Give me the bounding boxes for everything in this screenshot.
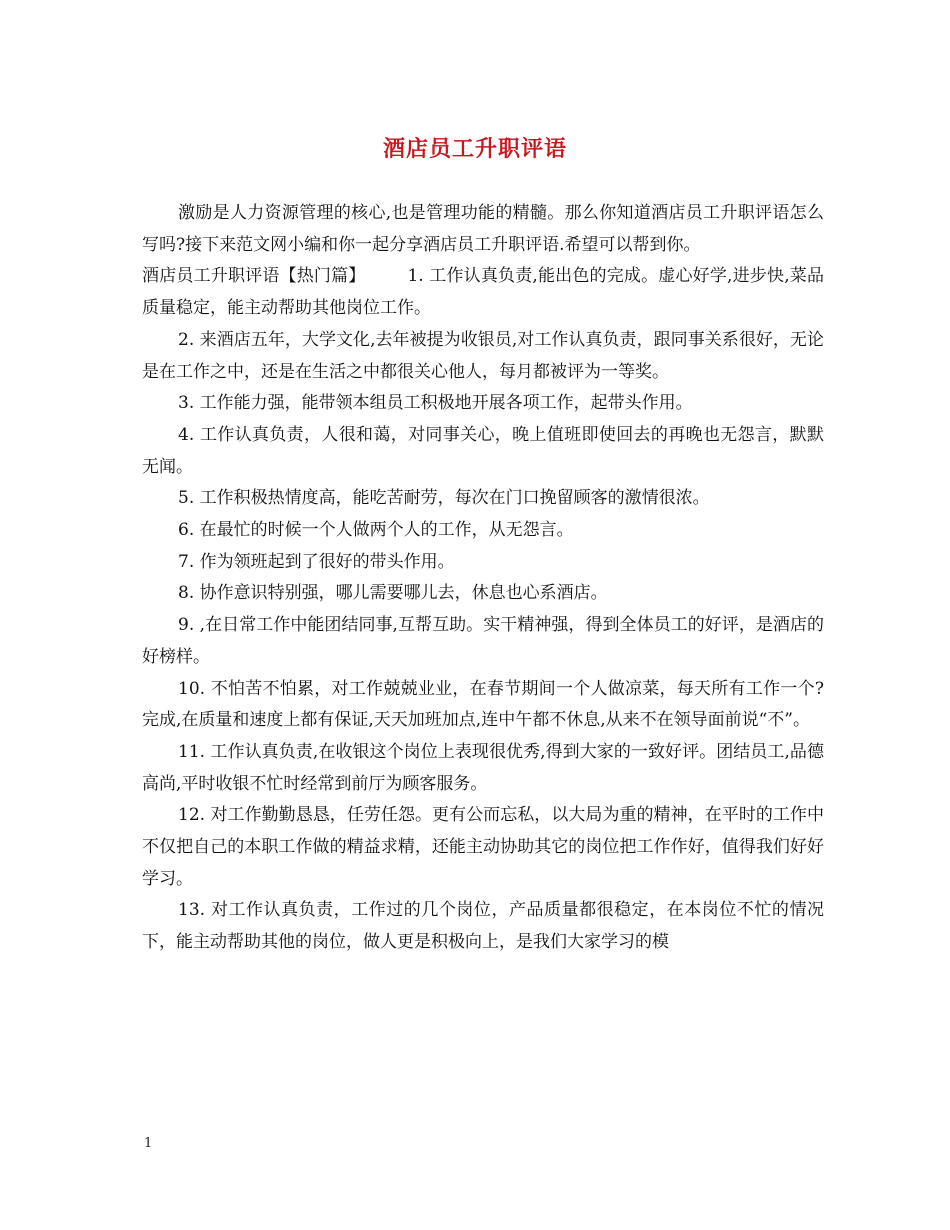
section-heading: 酒店员工升职评语【热门篇】 bbox=[142, 266, 366, 287]
list-item: 9. ,在日常工作中能团结同事,互帮互助。实干精神强，得到全体员工的好评，是酒店的好榜样。 bbox=[142, 615, 824, 667]
list-item: 8. 协作意识特别强，哪儿需要哪儿去，休息也心系酒店。 bbox=[178, 583, 608, 604]
list-item: 5. 工作积极热情度高，能吃苦耐劳，每次在门口挽留顾客的激情很浓。 bbox=[178, 488, 710, 509]
list-item: 2. 来酒店五年，大学文化,去年被提为收银员,对工作认真负责，跟同事关系很好，无论是在工作之中，还是在生活之中都很关心他人，每月都被评为一等奖。 bbox=[142, 329, 824, 382]
intro-paragraph: 激励是人力资源管理的核心,也是管理功能的精髓。那么你知道酒店员工升职评语怎么写吗?接下来范文网小编和你一起分享酒店员工升职评语.希望可以帮到你。 bbox=[142, 203, 824, 255]
page-number: 1 bbox=[144, 1136, 153, 1151]
list-item: 7. 作为领班起到了很好的带头作用。 bbox=[178, 551, 455, 572]
document-title: 酒店员工升职评语 bbox=[382, 136, 567, 162]
list-item: 1. 工作认真负责,能出色的完成。虚心好学,进步快,菜品质量稳定，能主动帮助其他岗位工作。 bbox=[142, 266, 824, 319]
list-item: 4. 工作认真负责，人很和蔼，对同事关心，晚上值班即使回去的再晚也无怨言，默默无闻。 bbox=[142, 424, 824, 477]
list-item: 3. 工作能力强，能带领本组员工积极地开展各项工作，起带头作用。 bbox=[178, 393, 693, 414]
document-body bbox=[142, 198, 824, 959]
list-item: 6. 在最忙的时候一个人做两个人的工作，从无怨言。 bbox=[178, 520, 574, 541]
list-item: 13. 对工作认真负责，工作过的几个岗位，产品质量都很稳定，在本岗位不忙的情况下，能主动帮助其他的岗位，做人更是积极向上，是我们大家学习的模 bbox=[142, 900, 824, 953]
list-item: 10. 不怕苦不怕累，对工作兢兢业业，在春节期间一个人做凉菜，每天所有工作一个?完成,在质量和速度上都有保证,天天加班加点,连中午都不休息,从来不在领导面前说“不”。 bbox=[142, 678, 824, 731]
list-item: 11. 工作认真负责,在收银这个岗位上表现很优秀,得到大家的一致好评。团结员工,品德高尚,平时收银不忙时经常到前厅为顾客服务。 bbox=[142, 741, 824, 794]
list-item: 12. 对工作勤勤恳恳，任劳任怨。更有公而忘私，以大局为重的精神，在平时的工作中不仅把自己的本职工作做的精益求精，还能主动协助其它的岗位把工作作好，值得我们好好学习。 bbox=[142, 805, 824, 889]
section-first-paragraph bbox=[142, 261, 824, 324]
